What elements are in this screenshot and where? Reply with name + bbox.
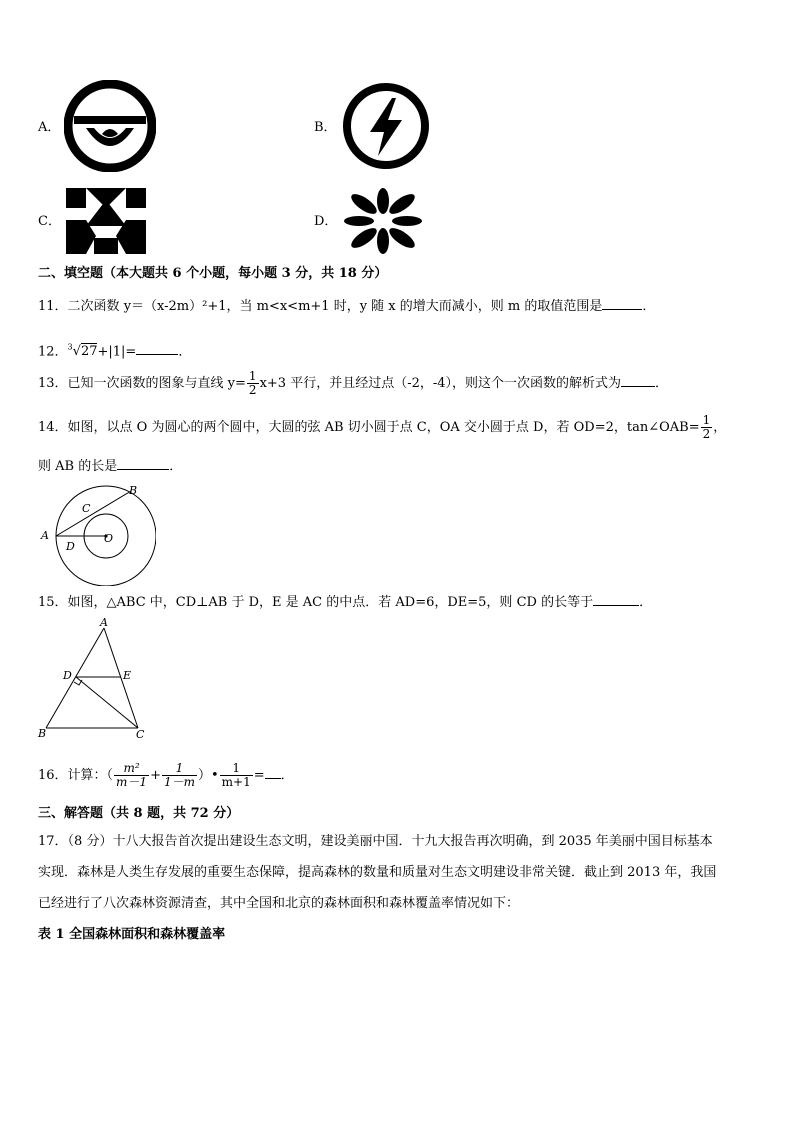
q12-number: 12．	[38, 344, 68, 360]
q16-f2-den: 1－m	[163, 775, 195, 789]
q16-tail: ．	[280, 768, 294, 783]
section2-heading: 二、填空题（本大题共 6 个小题，每小题 3 分，共 18 分）	[38, 266, 388, 281]
q12-root-index: 3	[67, 343, 73, 352]
q12-tail: ．	[178, 344, 192, 360]
q15-triangle-figure	[34, 616, 154, 742]
q16-plus: +	[150, 768, 161, 783]
question-11	[38, 297, 655, 316]
question-14-line1	[38, 414, 726, 441]
q14-answer-blank[interactable]	[117, 457, 169, 470]
q16-mid: ）•	[197, 768, 219, 783]
q14-label-o: O	[104, 532, 114, 545]
q15-answer-blank[interactable]	[593, 593, 639, 606]
option-d-logo	[340, 186, 426, 256]
option-d-label: D．	[314, 214, 338, 229]
q12-cube-root: $^3$√27	[67, 343, 98, 360]
option-b-logo	[340, 80, 432, 172]
question-13	[38, 370, 668, 397]
q16-fraction-1	[114, 762, 149, 789]
q14-circle-figure	[36, 480, 156, 586]
question-16	[38, 762, 294, 789]
q17-line2: 实现．森林是人类生存发展的重要生态保障，提高森林的数量和质量对生态文明建设非常关键．截止到 2013 年，我国	[38, 865, 717, 880]
question-14-line2	[38, 457, 182, 476]
q14-fraction	[701, 414, 713, 441]
q15-label-e: E	[123, 669, 132, 682]
q16-f1-num: m²	[114, 762, 149, 776]
q15-label-b: B	[38, 727, 47, 740]
q12-answer-blank[interactable]	[136, 342, 178, 355]
q13-frac-den: 2	[248, 383, 257, 397]
q13-text-b: x+3 平行，并且经过点（-2，-4），则这个一次函数的解析式为	[259, 376, 622, 391]
q11-text: y＝（x-2m）²+1，当 m<x<m+1 时，y 随 x 的增大而减小，则 m 的取值范围是	[123, 299, 603, 314]
q13-text-a: 13．已知一次函数的图象与直线 y=	[38, 376, 246, 391]
q14-frac-den: 2	[702, 427, 711, 441]
q17-table-caption: 表 1 全国森林面积和森林覆盖率	[38, 927, 226, 942]
q14-label-a: A	[41, 529, 49, 542]
option-c-label: C．	[38, 214, 61, 229]
q14-label-c: C	[82, 502, 91, 515]
question-15	[38, 593, 652, 612]
q14-frac-num: 1	[702, 413, 711, 427]
q16-fraction-2	[162, 762, 197, 789]
q16-eq: =	[253, 768, 265, 783]
option-a-label: A．	[38, 120, 61, 135]
q12-radicand: 27	[80, 344, 98, 360]
question-12	[38, 339, 191, 361]
q14-tail: ．	[169, 459, 183, 474]
q15-tail: ．	[639, 595, 653, 610]
q16-fraction-3	[220, 762, 253, 789]
q11-answer-blank[interactable]	[602, 297, 642, 310]
q15-label-a: A	[100, 616, 108, 629]
q15-label-c: C	[136, 728, 145, 741]
option-c-logo	[64, 186, 148, 256]
option-a-logo	[64, 80, 156, 172]
q17-line3: 已经进行了八次森林资源清查，其中全国和北京的森林面积和森林覆盖率情况如下：	[38, 896, 520, 911]
q13-answer-blank[interactable]	[621, 374, 655, 387]
q15-text: 15．如图，△ABC 中，CD⊥AB 于 D，E 是 AC 的中点．若 AD=6，DE=5，则 CD 的长等于	[38, 595, 594, 610]
q12-rest: +|1|=	[97, 344, 137, 360]
section3-heading: 三、解答题（共 8 题，共 72 分）	[38, 806, 240, 821]
q17-line1: 17．（8 分）十八大报告首次提出建设生态文明，建设美丽中国．十九大报告再次明确，到 2035 年美丽中国目标基本	[38, 834, 713, 849]
q11-tail: ．	[642, 299, 656, 314]
q11-number: 11．二次函数	[38, 299, 124, 314]
q14-text-b: 则 AB 的长是	[38, 459, 118, 474]
q16-f1-den: m－1	[116, 775, 148, 789]
q16-f3-den: m+1	[221, 775, 251, 789]
q13-tail: ．	[655, 376, 669, 391]
q15-label-d: D	[63, 669, 72, 682]
q14-label-d: D	[66, 540, 75, 553]
q16-f3-num: 1	[220, 762, 253, 776]
q16-prefix: 16．计算：（	[38, 768, 114, 783]
q13-fraction	[247, 370, 259, 397]
q14-text-a: 14．如图，以点 O 为圆心的两个圆中，大圆的弦 AB 切小圆于点 C，OA 交小圆于点 D，若 OD=2，tan∠OAB=	[38, 420, 700, 435]
q14-comma: ，	[713, 420, 727, 435]
q16-f2-num: 1	[162, 762, 197, 776]
q13-frac-num: 1	[248, 369, 257, 383]
q16-answer-blank[interactable]	[265, 766, 281, 779]
q14-label-b: B	[129, 484, 138, 497]
option-b-label: B．	[314, 120, 337, 135]
